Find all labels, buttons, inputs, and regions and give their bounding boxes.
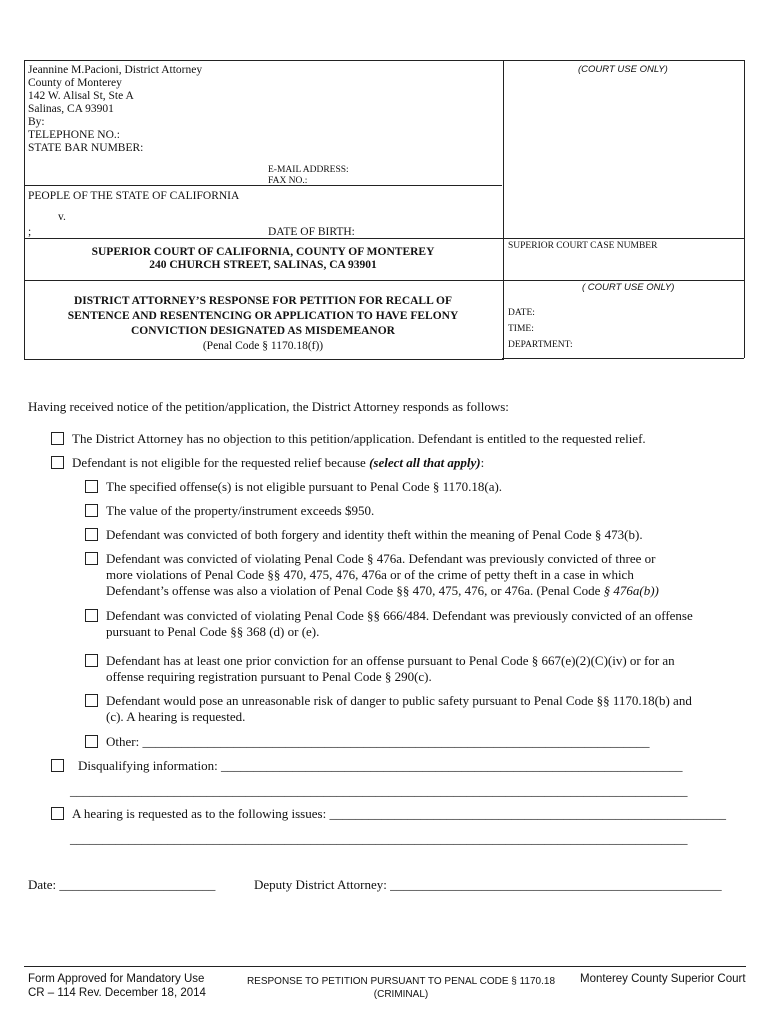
- hearing-department-label: DEPARTMENT:: [508, 340, 573, 350]
- court-name-line: SUPERIOR COURT OF CALIFORNIA, COUNTY OF MONTEREY: [91, 246, 435, 258]
- title-line: CONVICTION DESIGNATED AS MISDEMEANOR: [130, 325, 395, 337]
- reason-line: Defendant would pose an unreasonable risk of danger to public safety pursuant to Penal Code §§ 1170.18(b) and: [106, 693, 692, 708]
- intro-text: Having received notice of the petition/application, the District Attorney responds as follows:: [28, 399, 509, 414]
- date-input-line[interactable]: ________________________: [59, 877, 216, 892]
- reason-checkbox-forgery-identity-theft[interactable]: [85, 528, 98, 541]
- other-row: [106, 734, 649, 750]
- telephone-label: TELEPHONE NO.:: [28, 129, 120, 141]
- no-objection-text: The District Attorney has no objection to this petition/application. Defendant is entitled to the requested relief.: [72, 431, 646, 446]
- deputy-row: [254, 877, 722, 893]
- court-name: [24, 246, 502, 272]
- court-use-only-label: (COURT USE ONLY): [578, 64, 668, 75]
- court-address-line: 240 CHURCH STREET, SALINAS, CA 93901: [149, 259, 377, 271]
- people-caption: PEOPLE OF THE STATE OF CALIFORNIA: [28, 190, 240, 202]
- reason-line: Defendant has at least one prior conviction for an offense pursuant to Penal Code § 667(e)(2)(C)(iv) or for an: [106, 653, 675, 668]
- dob-label: DATE OF BIRTH:: [268, 226, 355, 238]
- reason-line: Defendant was convicted of violating Penal Code § 476a. Defendant was previously convicted of three or: [106, 551, 656, 566]
- attorney-county: County of Monterey: [28, 77, 122, 89]
- deputy-signature-line[interactable]: ___________________________________________________: [390, 877, 722, 892]
- reason-text-476a: [106, 551, 659, 599]
- document-subtitle: (Penal Code § 1170.18(f)): [202, 340, 324, 352]
- form-info: [28, 972, 206, 1000]
- divider: [24, 280, 744, 281]
- title-line: DISTRICT ATTORNEY’S RESPONSE FOR PETITION FOR RECALL OF: [74, 295, 452, 307]
- citation: § 476a(b)): [603, 583, 659, 598]
- title-line: SENTENCE AND RESENTENCING OR APPLICATION TO HAVE FELONY: [67, 310, 459, 322]
- defendant-semicolon: ;: [28, 226, 32, 238]
- date-row: [28, 877, 215, 893]
- other-label: Other:: [106, 734, 143, 749]
- other-input-line[interactable]: ______________________________________________________________________________: [142, 734, 650, 749]
- by-label: By:: [28, 116, 45, 128]
- attorney-name: Jeannine M.Pacioni, District Attorney: [28, 64, 203, 76]
- form-revision: CR – 114 Rev. December 18, 2014: [28, 987, 206, 999]
- disqualifying-row: [78, 758, 682, 774]
- reason-checkbox-666-484[interactable]: [85, 609, 98, 622]
- reason-text: Defendant was convicted of both forgery and identity theft within the meaning of Penal Code § 473(b).: [106, 527, 643, 542]
- divider: [24, 185, 502, 186]
- state-bar-label: STATE BAR NUMBER:: [28, 142, 144, 154]
- reason-line: [106, 583, 659, 599]
- document-title: [24, 294, 502, 354]
- reason-text-666: [106, 608, 693, 640]
- fax-label: FAX NO.:: [268, 176, 308, 186]
- reason-checkbox-public-safety[interactable]: [85, 694, 98, 707]
- other-checkbox[interactable]: [85, 735, 98, 748]
- court-footer: Monterey County Superior Court: [580, 973, 746, 985]
- deputy-label: Deputy District Attorney:: [254, 877, 391, 892]
- disqualifying-label: Disqualifying information:: [78, 758, 221, 773]
- hearing-date-label: DATE:: [508, 308, 535, 318]
- attorney-city: Salinas, CA 93901: [28, 103, 114, 115]
- email-label: E-MAIL ADDRESS:: [268, 165, 349, 175]
- form-category: (CRIMINAL): [373, 989, 429, 1000]
- disqualifying-input-line[interactable]: _______________________________________________________________________: [220, 758, 683, 773]
- reason-line: pursuant to Penal Code §§ 368 (d) or (e).: [106, 624, 320, 639]
- hearing-input-line-2[interactable]: _______________________________________________________________________________________________: [70, 831, 688, 846]
- reason-checkbox-476a[interactable]: [85, 552, 98, 565]
- reason-line-text: Defendant’s offense was also a violation of Penal Code §§ 470, 475, 476, or 476a. (Penal Code: [106, 583, 604, 598]
- reason-line: (c). A hearing is requested.: [106, 709, 246, 724]
- disqualifying-info-checkbox[interactable]: [51, 759, 64, 772]
- hearing-time-label: TIME:: [508, 324, 534, 334]
- colon: :: [480, 455, 485, 470]
- not-eligible-prefix: Defendant is not eligible for the requested relief because: [72, 455, 370, 470]
- reason-checkbox-value-exceeds[interactable]: [85, 504, 98, 517]
- divider: [502, 358, 744, 359]
- reason-checkbox-ineligible-offense[interactable]: [85, 480, 98, 493]
- reason-text-safety: [106, 693, 692, 725]
- reason-line: more violations of Penal Code §§ 470, 475, 476, 476a or of the crime of petty theft in a case in which: [106, 567, 634, 582]
- not-eligible-text: [72, 455, 484, 471]
- hearing-label: A hearing is requested as to the following issues:: [72, 806, 330, 821]
- form-approval: Form Approved for Mandatory Use: [28, 973, 205, 985]
- attorney-street: 142 W. Alisal St, Ste A: [28, 90, 134, 102]
- form-title: RESPONSE TO PETITION PURSUANT TO PENAL CODE § 1170.18: [246, 976, 556, 987]
- divider: [744, 238, 745, 358]
- footer-rule: [24, 966, 746, 967]
- hearing-input-line[interactable]: _____________________________________________________________: [329, 806, 726, 821]
- attorney-block: [28, 64, 358, 155]
- not-eligible-checkbox[interactable]: [51, 456, 64, 469]
- disqualifying-input-line-2[interactable]: _______________________________________________________________________________________________: [70, 783, 688, 798]
- reason-text-prior: [106, 653, 675, 685]
- divider: [744, 60, 745, 238]
- reason-text: The specified offense(s) is not eligible pursuant to Penal Code § 1170.18(a).: [106, 479, 503, 494]
- no-objection-checkbox[interactable]: [51, 432, 64, 445]
- versus-label: v.: [58, 211, 66, 223]
- date-label: Date:: [28, 877, 60, 892]
- divider: [24, 238, 744, 239]
- form-center-title: [236, 975, 566, 1001]
- divider: [502, 60, 744, 61]
- hearing-requested-checkbox[interactable]: [51, 807, 64, 820]
- hearing-row: [72, 806, 726, 822]
- reason-line: offense requiring registration pursuant to Penal Code § 290(c).: [106, 669, 432, 684]
- reason-line: Defendant was convicted of violating Penal Code §§ 666/484. Defendant was previously convicted of an offense: [106, 608, 693, 623]
- reason-checkbox-prior-conviction[interactable]: [85, 654, 98, 667]
- case-number-label: SUPERIOR COURT CASE NUMBER: [508, 241, 658, 251]
- reason-text: The value of the property/instrument exceeds $950.: [106, 503, 375, 518]
- court-use-only-label-2: ( COURT USE ONLY): [582, 282, 675, 293]
- select-all-note: (select all that apply): [369, 455, 481, 470]
